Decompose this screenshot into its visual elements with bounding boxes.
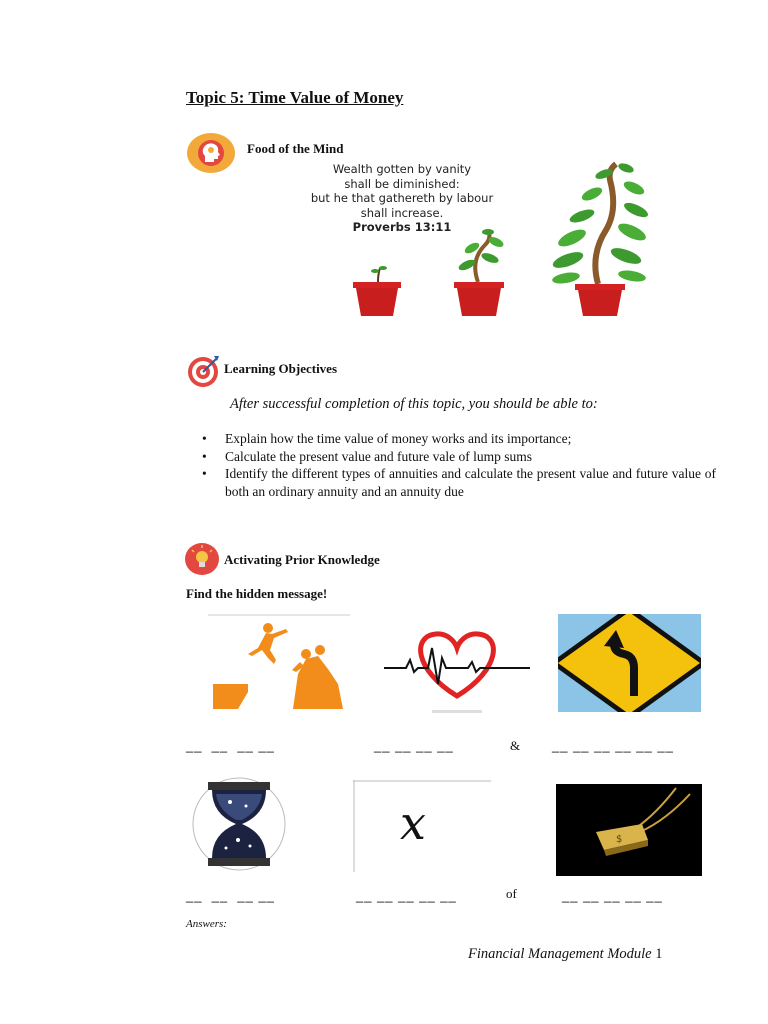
gold-necklace-image [556, 784, 702, 876]
leap-success-image [208, 614, 350, 712]
objectives-heading: Learning Objectives [224, 361, 338, 376]
head-lightbulb-icon [186, 132, 236, 174]
objectives-list [186, 430, 716, 500]
answer-blank: __ __ __ __ __ __ [552, 738, 674, 753]
curve-sign-image [558, 614, 701, 712]
answer-blank: __ __ __ __ __ [562, 888, 663, 903]
quote-line: Wealth gotten by vanity [332, 162, 472, 176]
variable-x-glyph: x [400, 796, 426, 850]
footer-text: Financial Management Module [468, 946, 652, 962]
answer-blank: __ __ __ __ [374, 738, 454, 753]
answer-blank: __ __ __ __ __ [356, 888, 457, 903]
puzzle-heading: Find the hidden message! [186, 586, 328, 601]
hourglass-image [186, 776, 292, 872]
objectives-intro: After successful completion of this topic, you should be able to: [230, 396, 598, 412]
connector-text: & [510, 738, 521, 753]
quote-line: shall increase. [360, 205, 444, 220]
page-number: 1 [655, 946, 663, 962]
quote-line: shall be diminished: [344, 176, 460, 191]
target-icon [186, 354, 220, 388]
quote-reference: Proverbs 13:11 [352, 220, 452, 234]
prior-knowledge-heading: Activating Prior Knowledge [224, 552, 380, 567]
answer-blank: __ __ __ __ [186, 738, 275, 753]
list-item: • Calculate the present value and future vale of lump sums [186, 448, 716, 466]
lightbulb-icon [184, 542, 220, 576]
quote-line: but he that gathereth by labour [310, 191, 494, 205]
svg-text:$: $ [616, 834, 623, 845]
answer-blank: __ __ __ __ [186, 888, 275, 903]
heartbeat-image [384, 622, 530, 716]
connector-text: of [506, 886, 517, 901]
list-item: • Explain how the time value of money works and its importance; [186, 430, 716, 448]
list-item: • Identify the different types of annuities and calculate the present value and future value of both an ordinary annuity and an annuity due [186, 465, 716, 500]
growing-plants-illustration [320, 160, 670, 330]
answers-label: Answers: [186, 918, 227, 930]
food-heading: Food of the Mind [247, 141, 344, 156]
page-title: Topic 5: Time Value of Money [186, 88, 404, 107]
page-footer [468, 946, 663, 963]
